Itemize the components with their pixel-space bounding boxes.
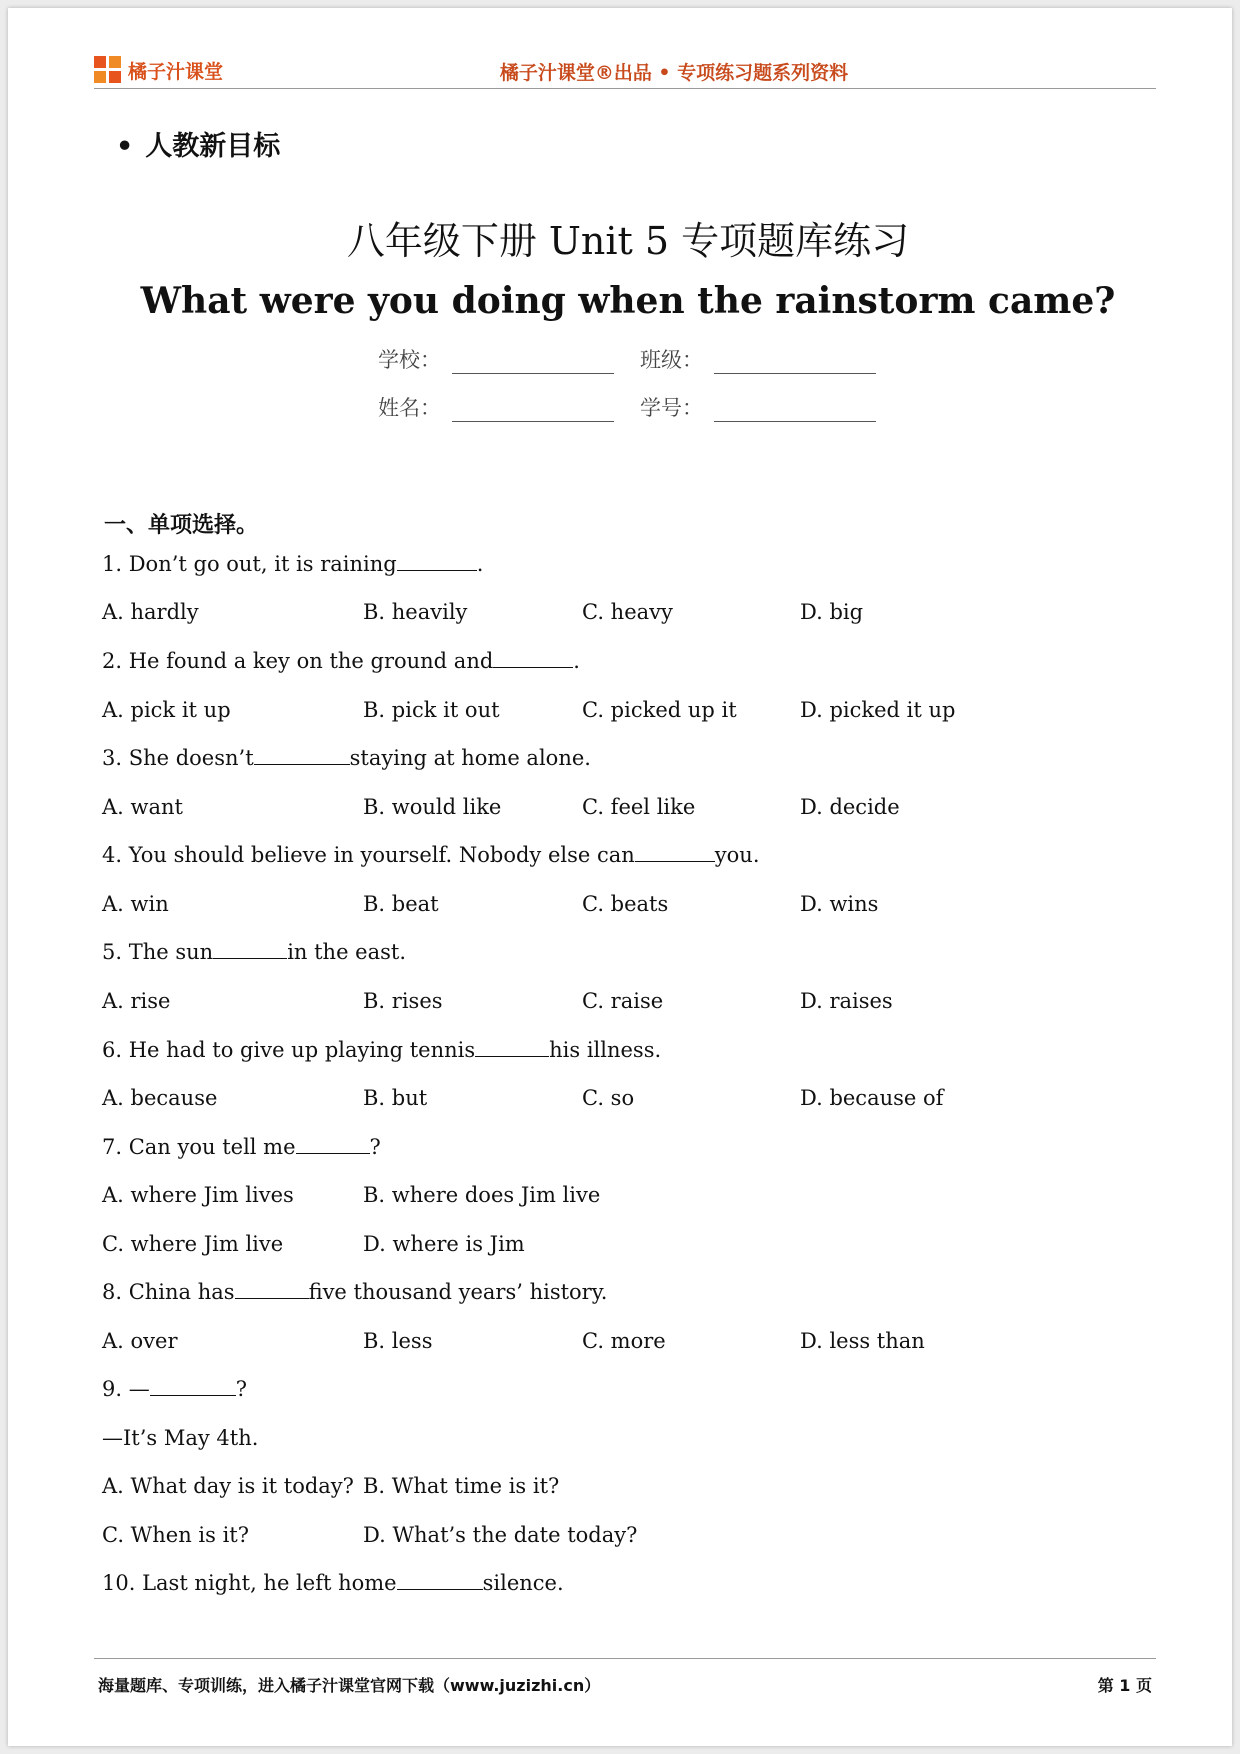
question-1: 1. Don’t go out, it is raining .	[102, 552, 484, 576]
form-row-school-class	[378, 344, 902, 374]
option: A. pick it up	[102, 698, 231, 722]
option: A. because	[102, 1086, 218, 1110]
answer-blank	[475, 1038, 549, 1057]
document-page	[8, 8, 1232, 1746]
option: D. picked it up	[800, 698, 956, 722]
answer-blank	[493, 649, 573, 668]
question-6: 6. He had to give up playing tennis his illness.	[102, 1038, 662, 1062]
school-label: 学校：	[378, 348, 441, 372]
answer-blank	[254, 746, 350, 765]
name-label: 姓名：	[378, 396, 441, 420]
option: C. heavy	[582, 600, 673, 624]
class-label: 班级：	[640, 348, 703, 372]
option: C. beats	[582, 892, 669, 916]
option: A. win	[102, 892, 169, 916]
option: C. where Jim live	[102, 1232, 284, 1256]
footer-text: 海量题库、专项训练，进入橘子汁课堂官网下载（www.juzizhi.cn）	[98, 1676, 601, 1695]
form-row-name-number	[378, 392, 902, 422]
question-2: 2. He found a key on the ground and .	[102, 649, 580, 673]
question-9-response: —It’s May 4th.	[102, 1426, 259, 1450]
option: A. rise	[102, 989, 171, 1013]
option: D. less than	[800, 1329, 925, 1353]
question-5: 5. The sun in the east.	[102, 940, 407, 964]
answer-blank	[296, 1135, 370, 1154]
option: D. where is Jim	[363, 1232, 525, 1256]
answer-blank	[397, 1571, 483, 1590]
question-7: 7. Can you tell me ?	[102, 1135, 381, 1159]
option: B. pick it out	[363, 698, 500, 722]
option: A. What day is it today?	[102, 1474, 354, 1498]
option: B. heavily	[363, 600, 468, 624]
title-chinese: 八年级下册 Unit 5 专项题库练习	[346, 219, 910, 263]
question-8: 8. China has five thousand years’ history.	[102, 1280, 608, 1304]
option: B. would like	[363, 795, 502, 819]
option: D. decide	[800, 795, 900, 819]
option: D. wins	[800, 892, 879, 916]
question-9: 9. — ?	[102, 1377, 247, 1401]
option: D. big	[800, 600, 864, 624]
logo-text: 橘子汁课堂	[128, 60, 224, 83]
page-header	[94, 48, 1156, 89]
logo-icon	[94, 56, 122, 84]
option: D. What’s the date today?	[363, 1523, 638, 1547]
option: D. raises	[800, 989, 893, 1013]
page-number: 第 1 页	[1097, 1676, 1152, 1695]
option: C. feel like	[582, 795, 696, 819]
question-10: 10. Last night, he left home silence.	[102, 1571, 564, 1595]
option: B. rises	[363, 989, 443, 1013]
class-blank	[714, 353, 876, 374]
answer-blank	[150, 1377, 236, 1396]
option: B. What time is it?	[363, 1474, 560, 1498]
option: B. beat	[363, 892, 439, 916]
option: C. more	[582, 1329, 666, 1353]
bullet-icon: •	[116, 131, 134, 162]
option: A. hardly	[102, 600, 199, 624]
option: A. where Jim lives	[102, 1183, 294, 1207]
answer-blank	[635, 843, 715, 862]
option: B. less	[363, 1329, 433, 1353]
option: B. but	[363, 1086, 428, 1110]
option: B. where does Jim live	[363, 1183, 601, 1207]
header-title: 橘子汁课堂®出品 • 专项练习题系列资料	[499, 62, 849, 84]
textbook-tag-label: 人教新目标	[145, 131, 281, 162]
section-title: 一、单项选择。	[104, 513, 259, 538]
option: C. picked up it	[582, 698, 737, 722]
school-blank	[452, 353, 614, 374]
question-3: 3. She doesn’t staying at home alone.	[102, 746, 591, 770]
answer-blank	[397, 552, 477, 571]
question-4: 4. You should believe in yourself. Nobody else can you.	[102, 843, 760, 867]
name-blank	[452, 401, 614, 422]
textbook-tag	[116, 124, 280, 163]
option: C. raise	[582, 989, 664, 1013]
option: A. over	[102, 1329, 178, 1353]
number-blank	[714, 401, 876, 422]
option: C. When is it?	[102, 1523, 249, 1547]
brand-logo	[94, 56, 223, 84]
answer-blank	[235, 1280, 309, 1299]
option: A. want	[102, 795, 183, 819]
number-label: 学号：	[640, 396, 703, 420]
option: C. so	[582, 1086, 635, 1110]
answer-blank	[213, 940, 287, 959]
option: D. because of	[800, 1086, 944, 1110]
page-footer	[94, 1658, 1156, 1699]
title-english: What were you doing when the rainstorm came?	[140, 280, 1116, 322]
